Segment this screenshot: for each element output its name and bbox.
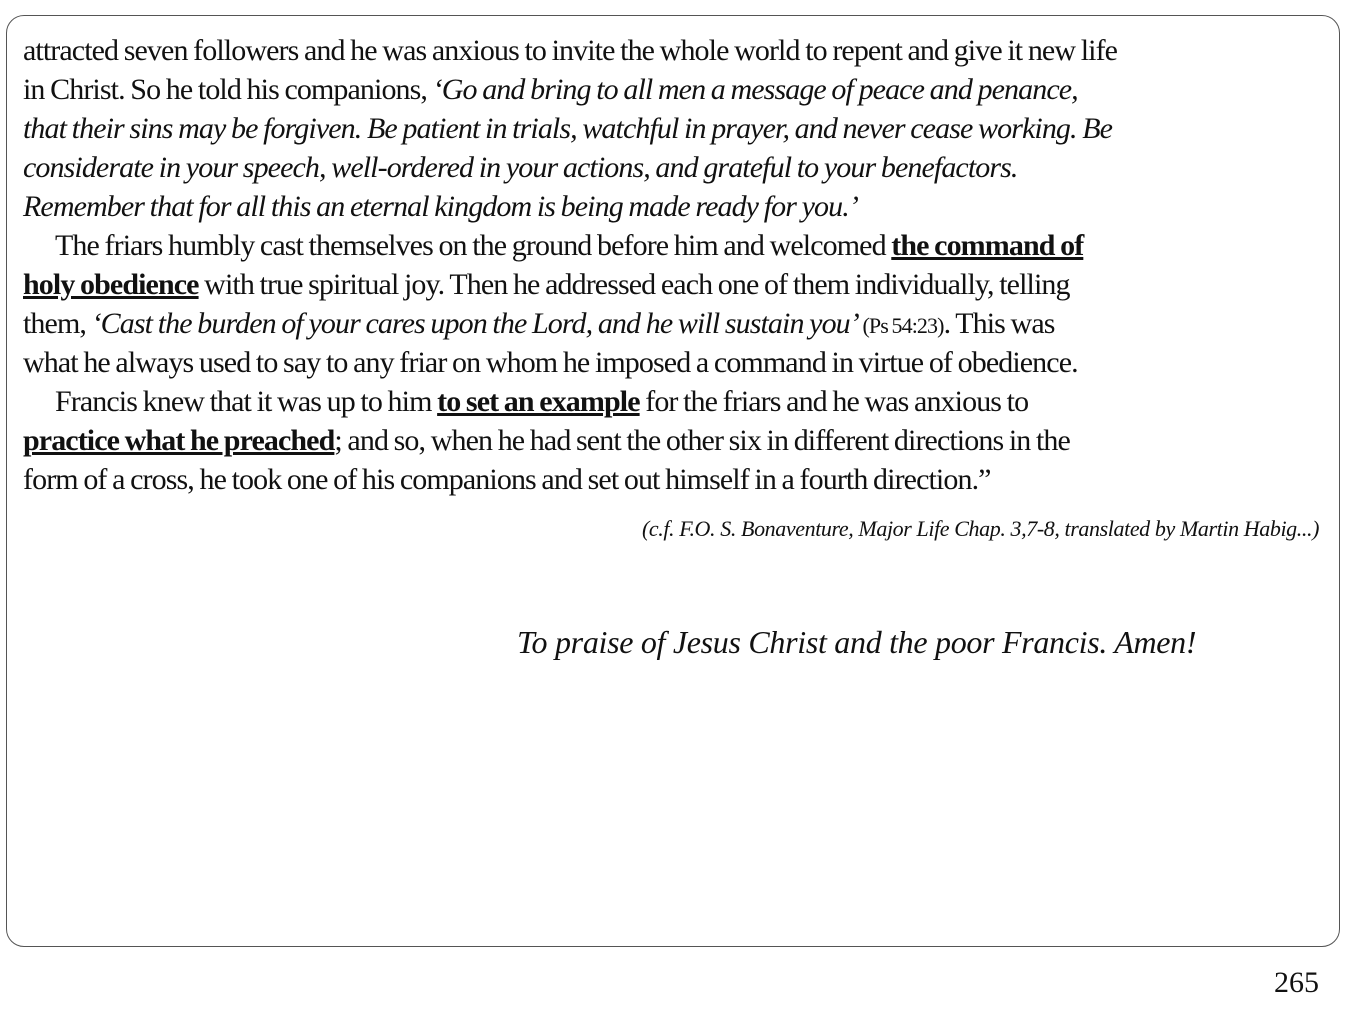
- text-line: form of a cross, he took one of his companions and set out himself in a fourth direction.”: [23, 463, 991, 496]
- text-line: holy obedience with true spiritual joy. Then he addressed each one of them individually, telling: [23, 268, 1070, 301]
- quote-text: Remember that for all this an eternal kingdom is being made ready for you.’: [23, 190, 858, 223]
- text-line: practice what he preached; and so, when he had sent the other six in different directions in the: [23, 424, 1070, 457]
- scripture-reference: (Ps 54:23): [858, 313, 944, 338]
- emphasis-text: holy obedience: [23, 268, 199, 301]
- quote-text: considerate in your speech, well-ordered in your actions, and grateful to your benefactors.: [23, 151, 1018, 184]
- emphasis-text: to set an example: [437, 385, 640, 418]
- citation: (c.f. F.O. S. Bonaventure, Major Life Chap. 3,7-8, translated by Martin Habig...): [641, 516, 1319, 541]
- emphasis-text: practice what he preached: [23, 424, 335, 457]
- quote-text: ‘Go and bring to all men a message of peace and penance,: [432, 73, 1078, 106]
- page-number: 265: [1274, 966, 1319, 999]
- body-text: [23, 31, 1329, 499]
- text-line: them, ‘Cast the burden of your cares upon the Lord, and he will sustain you’ (Ps 54:23). This was: [23, 307, 1055, 340]
- closing-blessing: To praise of Jesus Christ and the poor Francis. Amen!: [517, 624, 1197, 660]
- text-line: [23, 109, 1329, 148]
- quote-text: that their sins may be forgiven. Be patient in trials, watchful in prayer, and never cease working. Be: [23, 112, 1113, 145]
- emphasis-text: the command of: [891, 229, 1084, 262]
- text-line: The friars humbly cast themselves on the ground before him and welcomed the command of: [55, 229, 1084, 262]
- text-line: attracted seven followers and he was anxious to invite the whole world to repent and give it new life: [23, 34, 1118, 67]
- text-line: [23, 148, 1329, 187]
- quote-text: ‘Cast the burden of your cares upon the Lord, and he will sustain you’: [91, 307, 859, 340]
- text-line: what he always used to say to any friar on whom he imposed a command in virtue of obedience.: [23, 346, 1078, 379]
- text-line: in Christ. So he told his companions, ‘Go and bring to all men a message of peace and penance,: [23, 73, 1078, 106]
- text-line: [23, 187, 1329, 226]
- text-line: Francis knew that it was up to him to set an example for the friars and he was anxious to: [55, 385, 1029, 418]
